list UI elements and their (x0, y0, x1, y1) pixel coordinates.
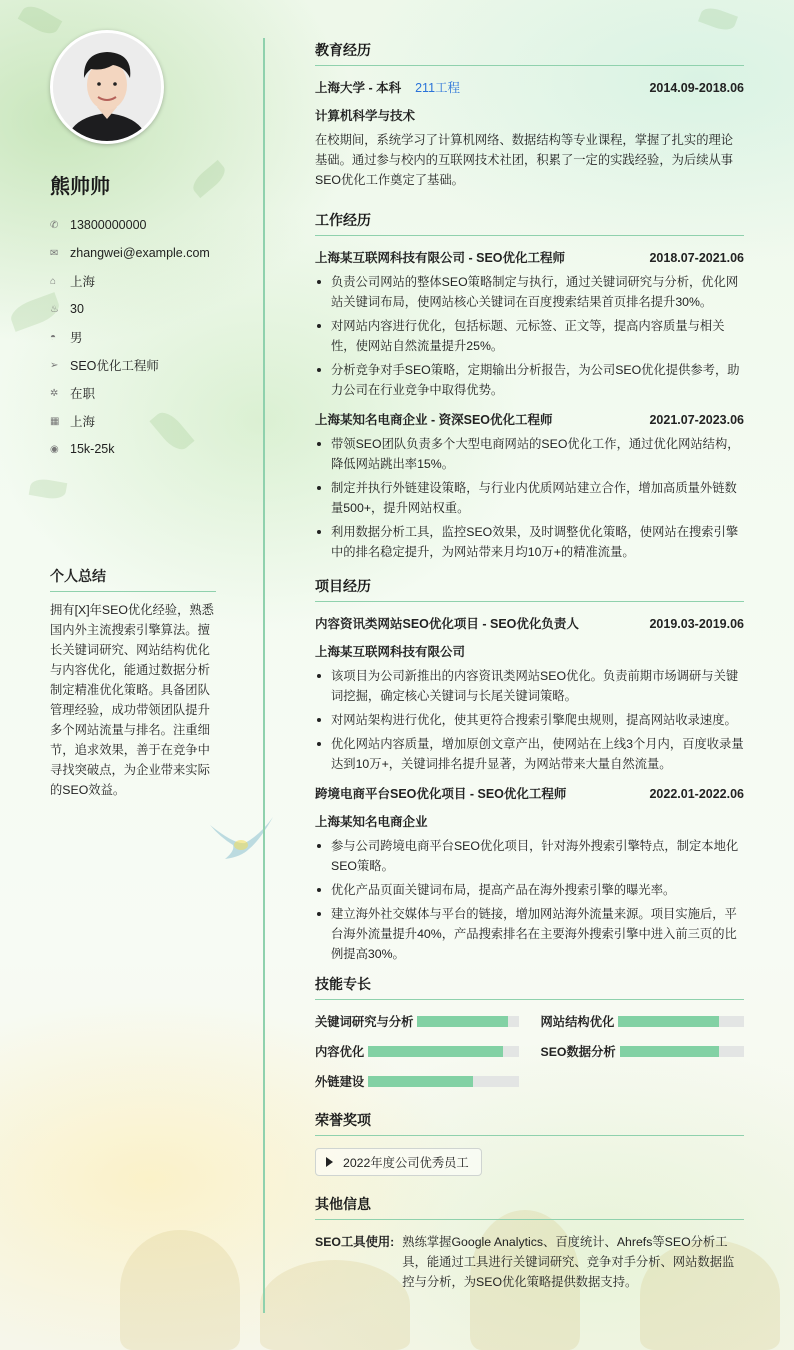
skill-name: 网站结构优化 (540, 1015, 615, 1029)
skills-section (315, 974, 744, 1090)
info-row (50, 211, 216, 239)
skill-item (315, 1072, 519, 1090)
bullet-item: 带领SEO团队负责多个大型电商网站的SEO优化工作，通过优化网站结构，降低网站跳出率15%。 (315, 434, 744, 474)
awards-heading: 荣誉奖项 (315, 1110, 744, 1136)
info-text: 13800000000 (70, 218, 147, 232)
play-triangle-icon (326, 1157, 333, 1167)
home-icon: ⌂ (50, 275, 57, 287)
skills-heading: 技能专长 (315, 974, 744, 1000)
education-heading: 教育经历 (315, 40, 744, 66)
other-text: 熟练掌握Google Analytics、百度统计、Ahrefs等SEO分析工具，能通过工具进行关键词研究、竞争对手分析、网站数据监控与分析，为SEO优化策略提供数据支持。 (402, 1235, 735, 1289)
education-date: 2014.09-2018.06 (649, 81, 744, 95)
info-row (50, 295, 216, 323)
major: 计算机科学与技术 (315, 109, 416, 123)
bullet-item: 利用数据分析工具，监控SEO效果，及时调整优化策略，使网站在搜索引擎中的排名稳定提升，为网站带来月均10万+的精准流量。 (315, 522, 744, 562)
info-text: 15k-25k (70, 442, 115, 456)
column-divider (263, 38, 265, 1313)
info-row (50, 379, 216, 407)
work-bullets (315, 272, 744, 400)
info-text: 上海 (70, 415, 96, 429)
avatar (50, 30, 164, 144)
skill-item (541, 1042, 745, 1060)
work-entry (315, 410, 744, 562)
skill-name: SEO数据分析 (540, 1045, 616, 1059)
info-text: 在职 (70, 387, 96, 401)
school-tag: 211工程 (415, 81, 461, 95)
info-text: 上海 (70, 275, 96, 289)
work-entry-header (315, 248, 744, 268)
bullet-item: 建立海外社交媒体与平台的链接，增加网站海外流量来源。项目实施后，平台海外流量提升40%，产品搜索排名在主要海外搜索引擎中进入前三页的比例提高30%。 (315, 904, 744, 964)
project-header (315, 784, 744, 804)
work-section (315, 210, 744, 562)
info-text: SEO优化工程师 (70, 359, 159, 373)
person-avatar-icon (53, 33, 161, 141)
info-row (50, 407, 216, 435)
awards-section (315, 1110, 744, 1176)
skill-name: 内容优化 (315, 1045, 365, 1059)
skill-name: 关键词研究与分析 (315, 1015, 414, 1029)
work-heading: 工作经历 (315, 210, 744, 236)
gender-icon: ◓ (50, 331, 57, 343)
sidebar (50, 30, 216, 463)
project-date: 2019.03-2019.06 (649, 617, 744, 631)
work-entry (315, 248, 744, 400)
age-icon: ♨ (50, 303, 59, 315)
skill-level-fill (618, 1016, 719, 1027)
award-item[interactable] (315, 1148, 482, 1176)
bullet-item: 优化网站内容质量，增加原创文章产出，使网站在上线3个月内，百度收录量达到10万+，关键词排名提升显著，为网站带来大量自然流量。 (315, 734, 744, 774)
project-bullets (315, 836, 744, 964)
info-row (50, 435, 216, 463)
bullet-item: 参与公司跨境电商平台SEO优化项目，针对海外搜索引擎特点，制定本地化SEO策略。 (315, 836, 744, 876)
skill-level-fill (368, 1046, 503, 1057)
work-entry-header (315, 410, 744, 430)
other-heading: 其他信息 (315, 1194, 744, 1220)
skill-level-bar (417, 1016, 518, 1027)
bullet-item: 对网站架构进行优化，使其更符合搜索引擎爬虫规则，提高网站收录速度。 (315, 710, 744, 730)
work-bullets (315, 434, 744, 562)
bullet-item: 该项目为公司新推出的内容资讯类网站SEO优化。负责前期市场调研与关键词挖掘，确定核心关键词与长尾关键词策略。 (315, 666, 744, 706)
status-icon: ✲ (50, 387, 59, 399)
other-section (315, 1194, 744, 1292)
bullet-item: 优化产品页面关键词布局，提高产品在海外搜索引擎的曝光率。 (315, 880, 744, 900)
award-name: 2022年度公司优秀员工 (343, 1156, 469, 1170)
skill-name: 外链建设 (315, 1075, 365, 1089)
skill-item (315, 1012, 519, 1030)
other-info-row (315, 1232, 744, 1292)
bullet-item: 制定并执行外链建设策略，与行业内优质网站建立合作，增加高质量外链数量500+，提升网站权重。 (315, 478, 744, 518)
education-row (315, 78, 744, 98)
project-title: 内容资讯类网站SEO优化项目 - SEO优化负责人 (315, 617, 579, 631)
bullet-item: 对网站内容进行优化，包括标题、元标签、正文等，提高内容质量与相关性，使网站自然流量提升25%。 (315, 316, 744, 356)
other-label: SEO工具使用: (315, 1235, 395, 1249)
skill-level-fill (620, 1046, 719, 1057)
project-entry (315, 614, 744, 774)
work-title: 上海某知名电商企业 - 资深SEO优化工程师 (315, 413, 553, 427)
summary-heading: 个人总结 (50, 566, 216, 592)
candidate-name: 熊帅帅 (50, 176, 110, 198)
info-row (50, 323, 216, 351)
project-title: 跨境电商平台SEO优化项目 - SEO优化工程师 (315, 787, 567, 801)
skill-level-fill (368, 1076, 473, 1087)
bullet-item: 负责公司网站的整体SEO策略制定与执行，通过关键词研究与分析，优化网站关键词布局，使网站核心关键词在百度搜索结果首页排名提升30%。 (315, 272, 744, 312)
skill-level-bar (620, 1046, 744, 1057)
project-company: 上海某知名电商企业 (315, 815, 428, 829)
contact-info-list (50, 211, 216, 463)
education-description: 在校期间，系统学习了计算机网络、数据结构等专业课程，掌握了扎实的理论基础。通过参与校内的互联网技术社团，积累了一定的实践经验，为后续从事SEO优化工作奠定了基础。 (315, 133, 734, 187)
info-row (50, 351, 216, 379)
project-header (315, 614, 744, 634)
project-bullets (315, 666, 744, 774)
education-section (315, 40, 744, 190)
city-icon: ▦ (50, 415, 60, 427)
main-content (315, 40, 744, 1292)
summary-text: 拥有[X]年SEO优化经验，熟悉国内外主流搜索引擎算法。擅长关键词研究、网站结构优化与内容优化，能通过数据分析制定精准优化策略。具备团队管理经验，成功带领团队提升多个网站流量与排名。注重细节，追求效果，善于在竞争中寻找突破点，为企业带来实际的SEO效益。 (50, 603, 214, 797)
info-row (50, 239, 216, 267)
skill-list (315, 1012, 744, 1090)
info-row (50, 267, 216, 295)
award-list (315, 1148, 744, 1176)
info-text: zhangwei@example.com (70, 246, 210, 260)
info-text: 男 (70, 331, 83, 345)
project-date: 2022.01-2022.06 (649, 787, 744, 801)
work-title: 上海某互联网科技有限公司 - SEO优化工程师 (315, 251, 566, 265)
job-icon: ➢ (50, 359, 59, 371)
project-company: 上海某互联网科技有限公司 (315, 645, 466, 659)
skill-level-bar (368, 1046, 518, 1057)
bullet-item: 分析竞争对手SEO策略，定期输出分析报告，为公司SEO优化提供参考，助力公司在行业竞争中取得优势。 (315, 360, 744, 400)
skill-level-bar (368, 1076, 518, 1087)
phone-icon: ✆ (50, 219, 59, 231)
projects-heading: 项目经历 (315, 576, 744, 602)
salary-icon: ◉ (50, 443, 59, 455)
skill-item (315, 1042, 519, 1060)
mail-icon: ✉ (50, 247, 59, 259)
skill-level-bar (618, 1016, 744, 1027)
projects-section (315, 576, 744, 964)
info-text: 30 (70, 302, 84, 316)
work-date: 2021.07-2023.06 (649, 413, 744, 427)
skill-item (541, 1012, 745, 1030)
project-entry (315, 784, 744, 964)
skill-level-fill (417, 1016, 508, 1027)
school-name: 上海大学 - 本科 (315, 81, 402, 95)
work-date: 2018.07-2021.06 (649, 251, 744, 265)
